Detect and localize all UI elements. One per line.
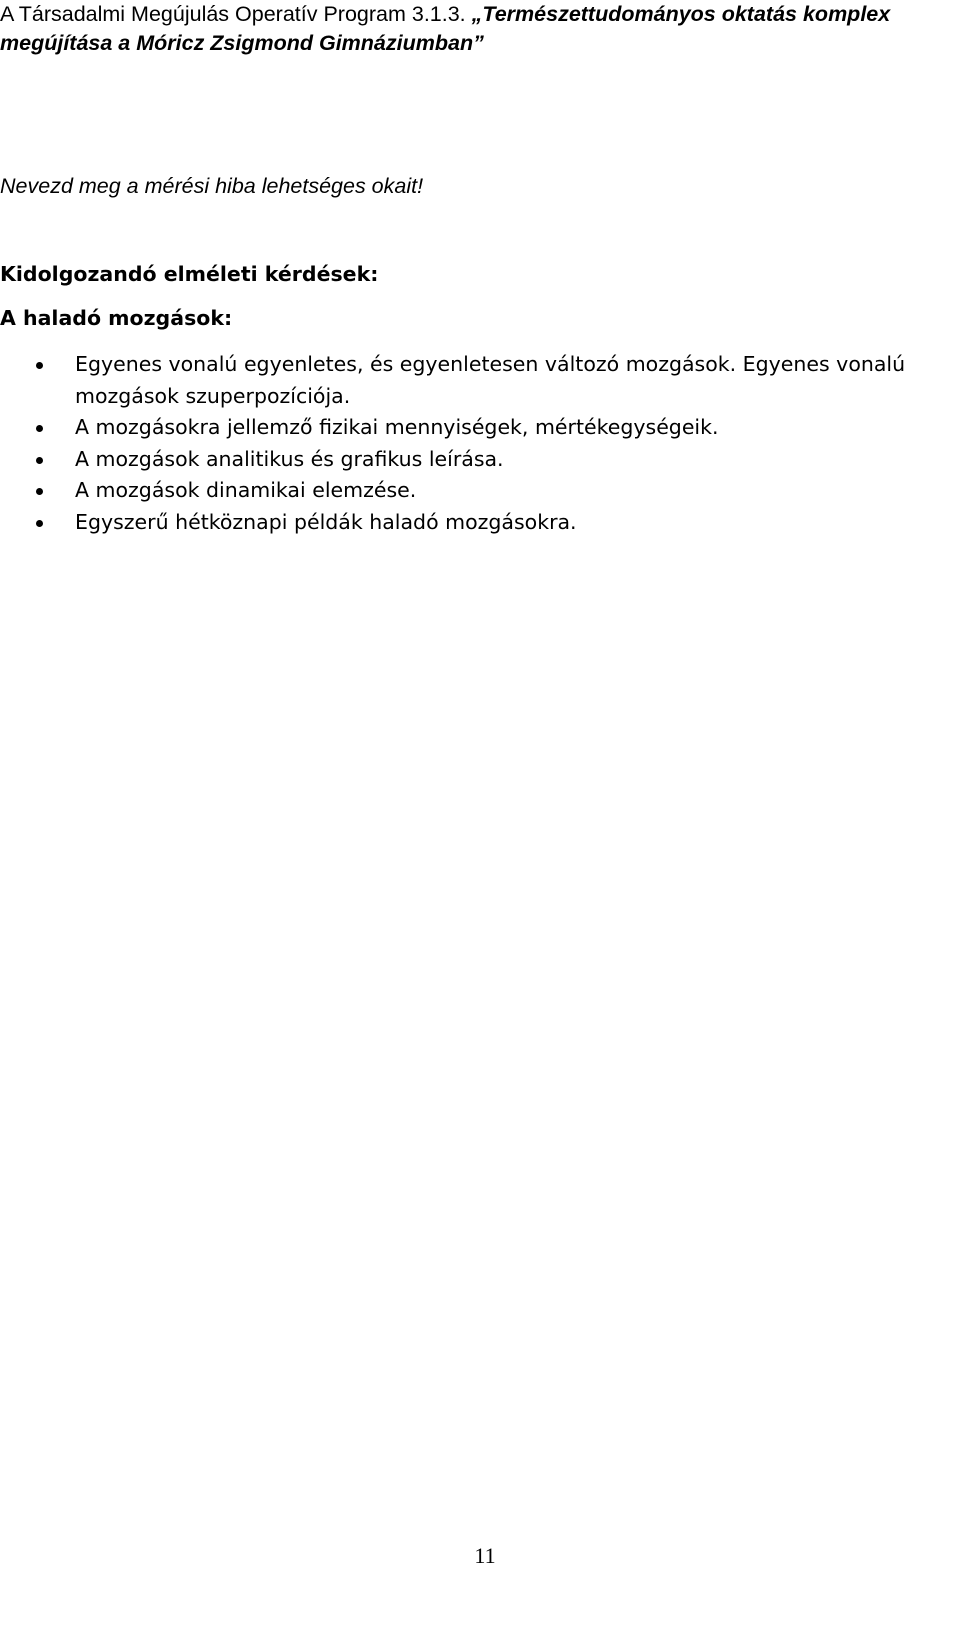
- translational-motion-heading: A haladó mozgások:: [0, 306, 233, 330]
- theory-questions-heading: Kidolgozandó elméleti kérdések:: [0, 262, 379, 286]
- bullet-icon: [36, 520, 43, 527]
- list-item-text: A mozgásokra jellemző fizikai mennyiségek, mértékegységeik.: [75, 415, 719, 439]
- list-item: [0, 444, 935, 476]
- page-number: 11: [474, 1543, 496, 1568]
- measurement-error-question: Nevezd meg a mérési hiba lehetséges okait!: [0, 174, 424, 198]
- bullet-icon: [36, 425, 43, 432]
- bullet-icon: [36, 457, 43, 464]
- program-name: A Társadalmi Megújulás Operatív Program 3.1.3.: [0, 2, 472, 26]
- list-item-text: A mozgások dinamikai elemzése.: [75, 478, 417, 502]
- topic-list: [0, 349, 935, 538]
- bullet-icon: [36, 488, 43, 495]
- list-item: [0, 349, 935, 412]
- page-header: [0, 0, 935, 58]
- bullet-icon: [36, 362, 43, 369]
- list-item: [0, 412, 935, 444]
- list-item-text: Egyszerű hétköznapi példák haladó mozgásokra.: [75, 509, 577, 534]
- project-title: „Természettudományos oktatás komplex megújítása a Móricz Zsigmond Gimnáziumban”: [0, 2, 891, 55]
- list-item: [0, 475, 935, 507]
- list-item: [0, 507, 935, 539]
- list-item-text: A mozgások analitikus és grafikus leírása.: [75, 446, 504, 471]
- list-item-text: Egyenes vonalú egyenletes, és egyenletesen változó mozgások. Egyenes vonalú mozgások szuperpozíciója.: [75, 352, 906, 408]
